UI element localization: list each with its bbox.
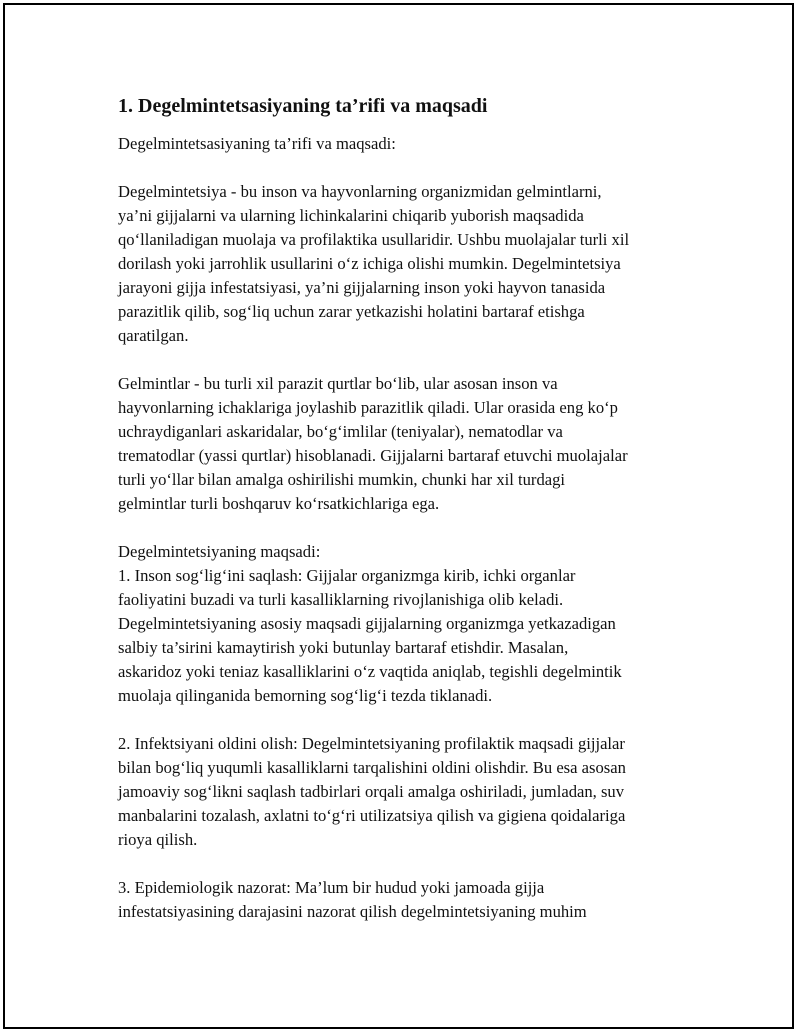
goals-paragraph: Degelmintetsiyaning maqsadi: 1. Inson sog‘lig‘ini saqlash: Gijjalar organizmga kirib, ichki organlar faoliyatini buzadi va turli kasalliklarning rivojlanishiga olib keladi. Degelmintetsiyaning asosiy maqsadi gijjalarning organizmga yetkazadigan salbiy ta’sirini kamaytirish yoki butunlay bartaraf etishdir. Masalan, askaridoz yoki teniaz kasalliklarini o‘z vaqtida aniqlab, tegishli degelmintik muolaja qilinganida bemorning sog‘lig‘i tezda tiklanadi. bbox=[118, 542, 622, 705]
paragraph-gap bbox=[118, 156, 703, 180]
paragraph-gap bbox=[118, 516, 703, 540]
paragraph-gap bbox=[118, 708, 703, 732]
paragraph-gap bbox=[118, 348, 703, 372]
prevention-paragraph: 2. Infektsiyani oldini olish: Degelmintetsiyaning profilaktik maqsadi gijjalar bilan bog‘liq yuqumli kasalliklarni tarqalishini oldini olishdir. Bu esa asosan jamoaviy sog‘likni saqlash tadbirlari orqali amalga oshiriladi, jumladan, suv manbalarini tozalash, axlatni to‘g‘ri utilizatsiya qilish va gigiena qoidalariga rioya qilish. bbox=[118, 734, 626, 849]
epidemiology-paragraph: 3. Epidemiologik nazorat: Ma’lum bir hudud yoki jamoada gijja infestatsiyasining darajasini nazorat qilish degelmintetsiyaning muhim bbox=[118, 878, 587, 921]
intro-line: Degelmintetsasiyaning ta’rifi va maqsadi: bbox=[118, 134, 396, 153]
paragraph-gap bbox=[118, 852, 703, 876]
document-body bbox=[118, 94, 703, 924]
helminths-paragraph: Gelmintlar - bu turli xil parazit qurtlar bo‘lib, ular asosan inson va hayvonlarning ichaklariga joylashib parazitlik qiladi. Ular orasida eng ko‘p uchraydiganlari askaridalar, bo‘g‘imlilar (teniyalar), nematodlar va trematodlar (yassi qurtlar) hisoblanadi. Gijjalarni bartaraf etuvchi muolajalar turli yo‘llar bilan amalga oshirilishi mumkin, chunki har xil turdagi gelmintlar turli boshqaruv ko‘rsatkichlariga ega. bbox=[118, 374, 628, 513]
definition-paragraph: Degelmintetsiya - bu inson va hayvonlarning organizmidan gelmintlarni, ya’ni gijjalarni va ularning lichinkalarini chiqarib yuborish maqsadida qo‘llaniladigan muolaja va profilaktika usullaridir. Ushbu muolajalar turli xil dorilash yoki jarrohlik usullarini o‘z ichiga olishi mumkin. Degelmintetsiya jarayoni gijja infestatsiyasi, ya’ni gijjalarning inson yoki hayvon tanasida parazitlik qilib, sog‘liq uchun zarar yetkazishi holatini bartaraf etishga qaratilgan. bbox=[118, 182, 630, 345]
section-heading: 1. Degelmintetsasiyaning ta’rifi va maqsadi bbox=[118, 95, 488, 117]
